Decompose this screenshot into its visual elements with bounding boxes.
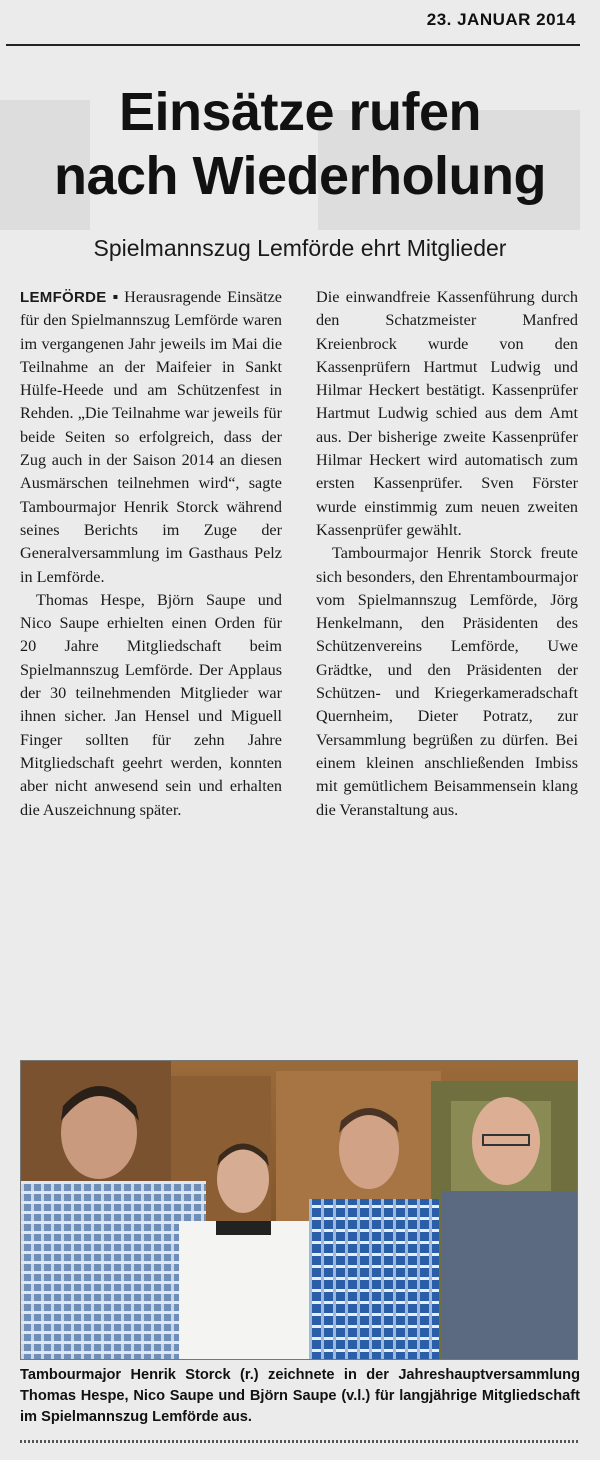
article-column-left	[20, 286, 282, 822]
photo-caption: Tambourmajor Henrik Storck (r.) zeichnete in der Jahreshauptversammlung Thomas Hespe, Nico Saupe und Björn Saupe (v.l.) für langjährige Mitgliedschaft im Spielmannszug Lemförde aus.	[20, 1367, 580, 1425]
dateline-bullet: ▪	[110, 288, 121, 306]
header-rule	[6, 44, 580, 46]
article-column-right	[316, 286, 578, 822]
issue-date: 23. JANUAR 2014	[426, 10, 576, 29]
dateline: LEMFÖRDE	[20, 289, 107, 306]
paragraph-text: Herausragende Einsätze für den Spielmannszug Lemförde waren im vergangenen Jahr jeweils im Mai die Teilnahme an der Maifeier in Sankt Hülfe-Heede und am Schützenfest in Rehden. „Die Teilnahme war jeweils für beide Seiten so erfolgreich, dass der Zug auch in der Saison 2014 an diesen Ausmärschen teilnehmen wird“, sagte Tambourmajor Henrik Storck während seines Berichts im Zuge der Generalversammlung im Gasthaus Pelz in Lemförde.	[20, 288, 282, 586]
article-paragraph: Thomas Hespe, Björn Saupe und Nico Saupe erhielten einen Orden für 20 Jahre Mitgliedschaft beim Spielmannszug Lemförde. Der Applaus der 30 teilnehmenden Mitglieder war ihnen sicher. Jan Hensel und Miguell Finger sollten für zehn Jahre Mitgliedschaft geehrt werden, konnten aber nicht anwesend sein und erhalten die Auszeichnung später.	[20, 590, 282, 819]
headline-line-2: nach Wiederholung	[53, 146, 547, 206]
article-photo	[20, 1060, 578, 1360]
article-paragraph: Tambourmajor Henrik Storck freute sich besonders, den Ehrentambourmajor vom Spielmannszug Lemförde, Jörg Henkelmann, den Präsidenten des Schützenvereins Lemförde, Uwe Grädtke, und den Präsidenten der Schützen- und Kriegerkameradschaft Quernheim, Dieter Potratz, zur Versammlung begrüßen zu dürfen. Bei einem kleinen anschließenden Imbiss mit gemütlichem Beisammensein klang die Veranstaltung aus.	[316, 544, 578, 819]
article-subheadline: Spielmannszug Lemförde ehrt Mitglieder	[93, 235, 507, 261]
article-paragraph: Die einwandfreie Kassenführung durch den Schatzmeister Manfred Kreienbrock wurde von den Kassenprüfern Hartmut Ludwig und Hilmar Heckert bestätigt. Kassenprüfer Hartmut Ludwig schied aus dem Amt aus. Der bisherige zweite Kassenprüfer Hilmar Heckert wird automatisch zum ersten Kassenprüfer. Sven Förster wurde einstimmig zum neuen zweiten Kassenprüfer gewählt.	[316, 288, 578, 539]
bottom-rule	[20, 1440, 580, 1443]
article-paragraph	[20, 286, 282, 589]
headline-line-1: Einsätze rufen	[118, 82, 482, 142]
group-photo-illustration	[21, 1061, 577, 1359]
article-headline	[10, 80, 590, 208]
